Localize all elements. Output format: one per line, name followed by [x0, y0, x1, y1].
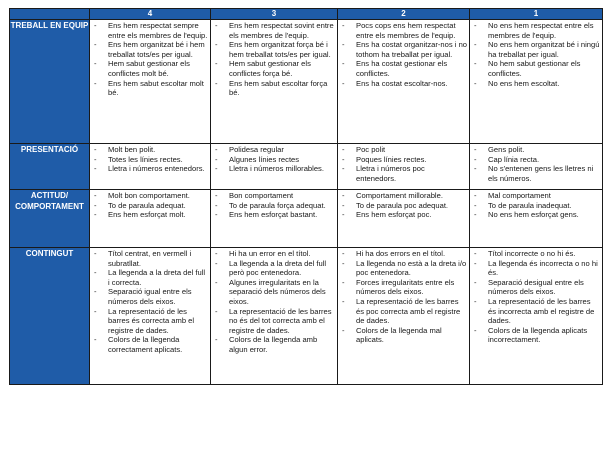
- rubric-cell-score-4: [90, 20, 211, 144]
- descriptor-item: - No ens hem organitzat bé i ningú ha treballat per igual.: [472, 40, 600, 59]
- descriptor-item: - Lletra i números millorables.: [213, 164, 335, 174]
- rubric-cell-score-2: [338, 144, 470, 190]
- descriptor-item: - Forces irregularitats entre els números dels eixos.: [340, 278, 467, 297]
- descriptor-list: [211, 190, 337, 222]
- descriptor-list: [470, 20, 602, 90]
- descriptor-item: - Separació desigual entre els números dels eixos.: [472, 278, 600, 297]
- header-corner: [10, 9, 90, 20]
- descriptor-item: - Poc polit: [340, 145, 467, 155]
- descriptor-item: - Algunes línies rectes: [213, 155, 335, 165]
- descriptor-item: - Colors de la llegenda amb algun error.: [213, 335, 335, 354]
- descriptor-item: - La representació de les barres no és del tot correcta amb el registre de dades.: [213, 307, 335, 336]
- descriptor-item: - Ens hem esforçat bastant.: [213, 210, 335, 220]
- criterion-label: CONTINGUT: [10, 248, 90, 385]
- descriptor-item: - Ens ha costat gestionar els conflictes.: [340, 59, 467, 78]
- descriptor-item: - Ens ha costat escoltar-nos.: [340, 79, 467, 89]
- rubric-table: [9, 8, 603, 385]
- descriptor-item: - Títol centrat, en vermell i subratllat.: [92, 249, 208, 268]
- descriptor-item: - Bon comportament: [213, 191, 335, 201]
- criterion-row-actitud-comportament: [10, 190, 603, 248]
- rubric-cell-score-4: [90, 248, 211, 385]
- descriptor-item: - La llegenda a la dreta del full però poc entenedora.: [213, 259, 335, 278]
- descriptor-item: - No ens hem respectat entre els membres de l'equip.: [472, 21, 600, 40]
- criterion-label: TREBALL EN EQUIP: [10, 20, 90, 144]
- descriptor-item: - Hem sabut gestionar els conflictes molt bé.: [92, 59, 208, 78]
- header-score-4: 4: [90, 9, 211, 20]
- descriptor-item: - Molt bon comportament.: [92, 191, 208, 201]
- descriptor-list: [470, 190, 602, 222]
- criterion-label: PRESENTACIÓ: [10, 144, 90, 190]
- descriptor-item: - No hem sabut gestionar els conflictes.: [472, 59, 600, 78]
- descriptor-item: - Ens hem sabut escoltar força bé.: [213, 79, 335, 98]
- descriptor-list: [338, 144, 469, 185]
- descriptor-list: [90, 144, 210, 176]
- header-row: [10, 9, 603, 20]
- descriptor-item: - La llegenda no està a la dreta i/o poc entenedora.: [340, 259, 467, 278]
- descriptor-item: - To de paraula adequat.: [92, 201, 208, 211]
- descriptor-item: - Lletra i números poc entenedors.: [340, 164, 467, 183]
- descriptor-item: - La representació de les barres és correcta amb el registre de dades.: [92, 307, 208, 336]
- descriptor-item: - No ens hem esforçat gens.: [472, 210, 600, 220]
- rubric-cell-score-1: [470, 190, 603, 248]
- descriptor-item: - Pocs cops ens hem respectat entre els membres de l'equip.: [340, 21, 467, 40]
- descriptor-item: - Hi ha un error en el títol.: [213, 249, 335, 259]
- descriptor-item: - No s'entenen gens les lletres ni els números.: [472, 164, 600, 183]
- rubric-cell-score-3: [211, 190, 338, 248]
- descriptor-list: [338, 248, 469, 347]
- descriptor-item: - To de paraula força adequat.: [213, 201, 335, 211]
- descriptor-item: - Cap línia recta.: [472, 155, 600, 165]
- descriptor-list: [211, 20, 337, 100]
- descriptor-list: [338, 190, 469, 222]
- descriptor-item: - Hi ha dos errors en el títol.: [340, 249, 467, 259]
- descriptor-item: - No ens hem escoltat.: [472, 79, 600, 89]
- criterion-row-presentacio: [10, 144, 603, 190]
- descriptor-item: - Ens hem organitzat força bé i hem treballat tots/es per igual.: [213, 40, 335, 59]
- descriptor-list: [90, 248, 210, 357]
- descriptor-list: [338, 20, 469, 90]
- descriptor-item: - La llegenda a la dreta del full i correcta.: [92, 268, 208, 287]
- descriptor-item: - Separació igual entre els números dels eixos.: [92, 287, 208, 306]
- descriptor-item: - Ens hem respectat sovint entre els membres de l'equip.: [213, 21, 335, 40]
- criterion-row-contingut: [10, 248, 603, 385]
- descriptor-item: - To de paraula poc adequat.: [340, 201, 467, 211]
- rubric-container: [9, 8, 603, 385]
- descriptor-item: - La representació de les barres és incorrecta amb el registre de dades.: [472, 297, 600, 326]
- descriptor-item: - Hem sabut gestionar els conflictes força bé.: [213, 59, 335, 78]
- descriptor-list: [211, 248, 337, 357]
- descriptor-item: - Títol incorrecte o no hi és.: [472, 249, 600, 259]
- rubric-cell-score-1: [470, 248, 603, 385]
- descriptor-item: - Colors de la llegenda mal aplicats.: [340, 326, 467, 345]
- descriptor-list: [211, 144, 337, 176]
- descriptor-list: [90, 20, 210, 100]
- descriptor-item: - Mal comportament: [472, 191, 600, 201]
- descriptor-item: - To de paraula inadequat.: [472, 201, 600, 211]
- descriptor-item: - Ens hem sabut escoltar molt bé.: [92, 79, 208, 98]
- descriptor-item: - Polidesa regular: [213, 145, 335, 155]
- rubric-cell-score-3: [211, 20, 338, 144]
- header-score-1: 1: [470, 9, 603, 20]
- descriptor-item: - Ens hem esforçat molt.: [92, 210, 208, 220]
- descriptor-item: - La llegenda és incorrecta o no hi és.: [472, 259, 600, 278]
- rubric-cell-score-3: [211, 248, 338, 385]
- descriptor-item: - Ens ha costat organitzar-nos i no tothom ha treballat per igual.: [340, 40, 467, 59]
- rubric-cell-score-1: [470, 20, 603, 144]
- rubric-cell-score-1: [470, 144, 603, 190]
- rubric-cell-score-2: [338, 190, 470, 248]
- criterion-row-treball-en-equip: [10, 20, 603, 144]
- descriptor-item: - Poques línies rectes.: [340, 155, 467, 165]
- descriptor-item: - Ens hem respectat sempre entre els membres de l'equip.: [92, 21, 208, 40]
- criterion-label: ACTITUD/ COMPORTAMENT: [10, 190, 90, 248]
- header-score-3: 3: [211, 9, 338, 20]
- descriptor-item: - Colors de la llegenda correctament aplicats.: [92, 335, 208, 354]
- descriptor-list: [470, 248, 602, 347]
- descriptor-item: - Gens polit.: [472, 145, 600, 155]
- rubric-cell-score-4: [90, 190, 211, 248]
- descriptor-item: - Ens hem esforçat poc.: [340, 210, 467, 220]
- descriptor-list: [470, 144, 602, 185]
- descriptor-list: [90, 190, 210, 222]
- descriptor-item: - Totes les línies rectes.: [92, 155, 208, 165]
- descriptor-item: - Molt ben polit.: [92, 145, 208, 155]
- descriptor-item: - Comportament millorable.: [340, 191, 467, 201]
- descriptor-item: - Colors de la llegenda aplicats incorrectament.: [472, 326, 600, 345]
- header-score-2: 2: [338, 9, 470, 20]
- rubric-cell-score-2: [338, 20, 470, 144]
- rubric-cell-score-3: [211, 144, 338, 190]
- rubric-cell-score-4: [90, 144, 211, 190]
- descriptor-item: - La representació de les barres és poc correcta amb el registre de dades.: [340, 297, 467, 326]
- descriptor-item: - Lletra i números entenedors.: [92, 164, 208, 174]
- descriptor-item: - Algunes irregularitats en la separació dels números dels eixos.: [213, 278, 335, 307]
- rubric-cell-score-2: [338, 248, 470, 385]
- descriptor-item: - Ens hem organitzat bé i hem treballat tots/es per igual.: [92, 40, 208, 59]
